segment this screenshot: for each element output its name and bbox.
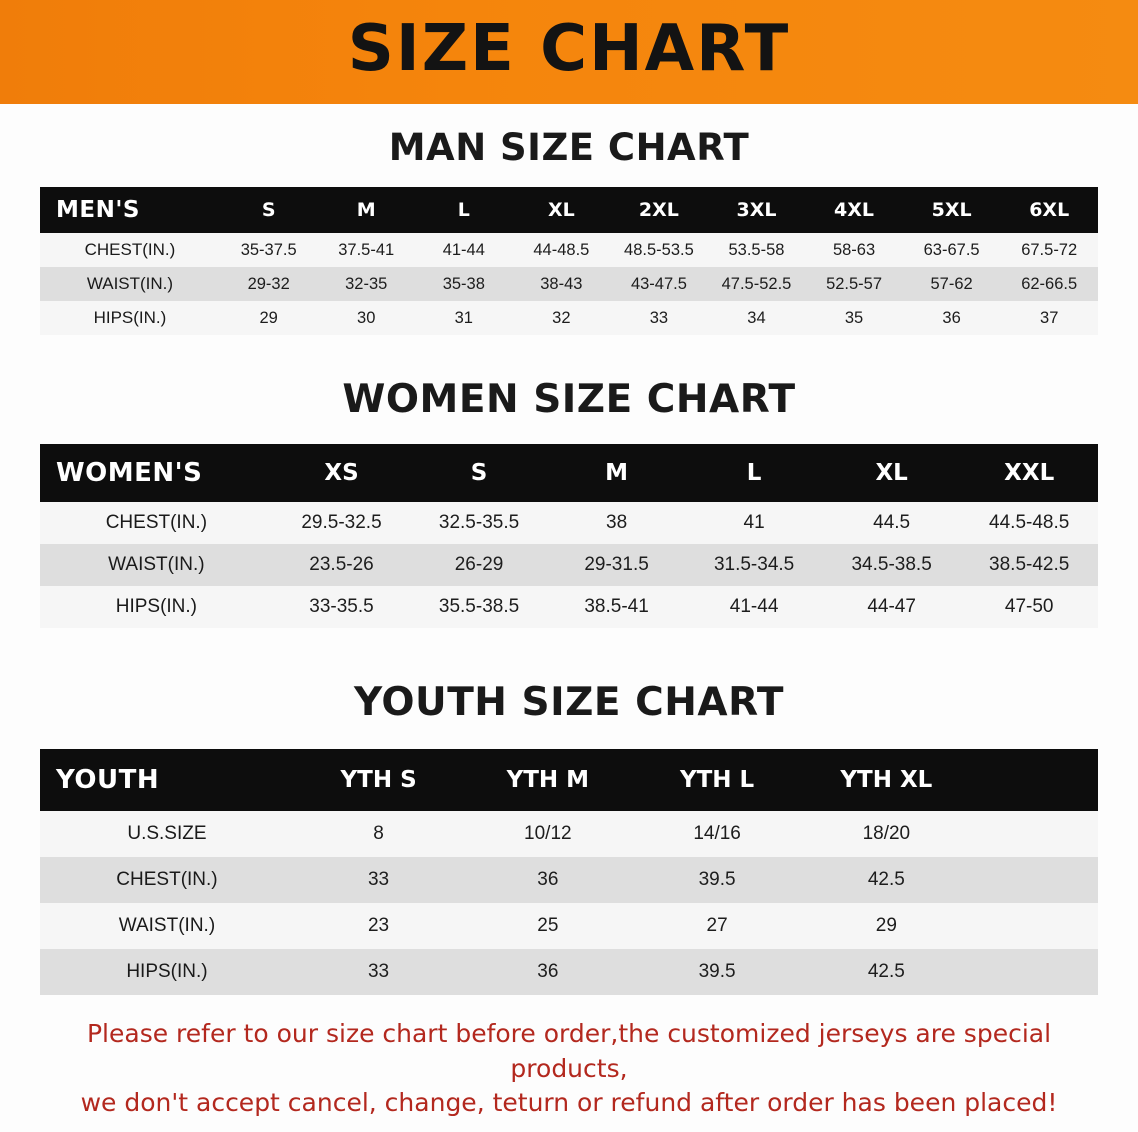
men-row-2-label: HIPS(IN.) <box>40 301 220 335</box>
men-r2c8: 37 <box>1000 301 1098 335</box>
women-r0c5: 44.5-48.5 <box>960 502 1098 544</box>
women-r2c0: 33-35.5 <box>273 586 411 628</box>
youth-col-spacer <box>971 749 1098 811</box>
women-row-0-label: CHEST(IN.) <box>40 502 273 544</box>
women-r0c1: 32.5-35.5 <box>410 502 548 544</box>
youth-table-wrap <box>0 749 1138 995</box>
disclaimer-line-1: Please refer to our size chart before order,the customized jerseys are special products, <box>86 1019 1052 1083</box>
men-col-8: 6XL <box>1000 187 1098 233</box>
youth-col-1: YTH M <box>463 749 632 811</box>
youth-size-table <box>40 749 1098 995</box>
women-r1c4: 34.5-38.5 <box>823 544 961 586</box>
men-r0c1: 37.5-41 <box>317 233 415 267</box>
men-r2c4: 33 <box>610 301 708 335</box>
women-col-3: L <box>685 444 823 502</box>
youth-r2c-spacer <box>971 903 1098 949</box>
youth-r1c3: 42.5 <box>802 857 971 903</box>
men-r2c1: 30 <box>317 301 415 335</box>
youth-r1c0: 33 <box>294 857 463 903</box>
youth-r0c0: 8 <box>294 811 463 857</box>
men-r1c0: 29-32 <box>220 267 318 301</box>
men-col-2: L <box>415 187 513 233</box>
men-col-3: XL <box>513 187 611 233</box>
youth-r3c2: 39.5 <box>632 949 801 995</box>
table-row <box>40 502 1098 544</box>
table-header-row <box>40 444 1098 502</box>
men-r2c5: 34 <box>708 301 806 335</box>
men-r0c8: 67.5-72 <box>1000 233 1098 267</box>
men-r2c3: 32 <box>513 301 611 335</box>
header-banner <box>0 0 1138 104</box>
women-col-4: XL <box>823 444 961 502</box>
men-r0c3: 44-48.5 <box>513 233 611 267</box>
women-r2c2: 38.5-41 <box>548 586 686 628</box>
men-col-7: 5XL <box>903 187 1001 233</box>
women-col-1: S <box>410 444 548 502</box>
men-r1c2: 35-38 <box>415 267 513 301</box>
youth-col-0: YTH S <box>294 749 463 811</box>
youth-r2c3: 29 <box>802 903 971 949</box>
youth-r3c0: 33 <box>294 949 463 995</box>
women-col-5: XXL <box>960 444 1098 502</box>
youth-r3c3: 42.5 <box>802 949 971 995</box>
table-row <box>40 233 1098 267</box>
men-row-1-label: WAIST(IN.) <box>40 267 220 301</box>
youth-r1c-spacer <box>971 857 1098 903</box>
page-title: SIZE CHART <box>347 12 791 86</box>
men-header-label: MEN'S <box>40 187 220 233</box>
youth-header-label: YOUTH <box>40 749 294 811</box>
men-col-5: 3XL <box>708 187 806 233</box>
women-r2c3: 41-44 <box>685 586 823 628</box>
youth-r0c1: 10/12 <box>463 811 632 857</box>
youth-col-2: YTH L <box>632 749 801 811</box>
women-r1c2: 29-31.5 <box>548 544 686 586</box>
women-table-wrap <box>0 444 1138 628</box>
man-size-table <box>40 187 1098 335</box>
women-r0c4: 44.5 <box>823 502 961 544</box>
youth-r2c2: 27 <box>632 903 801 949</box>
youth-r0c-spacer <box>971 811 1098 857</box>
youth-r1c1: 36 <box>463 857 632 903</box>
women-col-0: XS <box>273 444 411 502</box>
table-row <box>40 267 1098 301</box>
table-row <box>40 586 1098 628</box>
men-r1c3: 38-43 <box>513 267 611 301</box>
women-header-label: WOMEN'S <box>40 444 273 502</box>
men-col-6: 4XL <box>805 187 903 233</box>
youth-row-3-label: HIPS(IN.) <box>40 949 294 995</box>
youth-r0c2: 14/16 <box>632 811 801 857</box>
women-r2c5: 47-50 <box>960 586 1098 628</box>
men-r0c4: 48.5-53.5 <box>610 233 708 267</box>
men-r0c6: 58-63 <box>805 233 903 267</box>
men-r1c7: 57-62 <box>903 267 1001 301</box>
women-r0c3: 41 <box>685 502 823 544</box>
men-row-0-label: CHEST(IN.) <box>40 233 220 267</box>
men-r0c2: 41-44 <box>415 233 513 267</box>
men-r0c0: 35-37.5 <box>220 233 318 267</box>
men-r0c7: 63-67.5 <box>903 233 1001 267</box>
youth-r3c1: 36 <box>463 949 632 995</box>
men-r2c0: 29 <box>220 301 318 335</box>
men-r1c6: 52.5-57 <box>805 267 903 301</box>
women-r1c3: 31.5-34.5 <box>685 544 823 586</box>
men-r1c4: 43-47.5 <box>610 267 708 301</box>
women-r0c0: 29.5-32.5 <box>273 502 411 544</box>
youth-r0c3: 18/20 <box>802 811 971 857</box>
women-size-table <box>40 444 1098 628</box>
table-header-row <box>40 749 1098 811</box>
youth-row-2-label: WAIST(IN.) <box>40 903 294 949</box>
women-r1c5: 38.5-42.5 <box>960 544 1098 586</box>
men-r1c8: 62-66.5 <box>1000 267 1098 301</box>
man-section-title: MAN SIZE CHART <box>388 126 750 169</box>
youth-row-0-label: U.S.SIZE <box>40 811 294 857</box>
men-col-4: 2XL <box>610 187 708 233</box>
table-header-row <box>40 187 1098 233</box>
table-row <box>40 949 1098 995</box>
disclaimer-note <box>34 1017 1104 1121</box>
women-section-title: WOMEN SIZE CHART <box>342 377 796 422</box>
table-row <box>40 544 1098 586</box>
women-row-2-label: HIPS(IN.) <box>40 586 273 628</box>
man-table-wrap <box>0 187 1138 335</box>
men-col-0: S <box>220 187 318 233</box>
youth-row-1-label: CHEST(IN.) <box>40 857 294 903</box>
women-r2c4: 44-47 <box>823 586 961 628</box>
disclaimer-line-2: we don't accept cancel, change, teturn or refund after order has been placed! <box>80 1088 1058 1117</box>
youth-r1c2: 39.5 <box>632 857 801 903</box>
youth-section-title: YOUTH SIZE CHART <box>354 680 784 725</box>
table-row <box>40 811 1098 857</box>
table-row <box>40 301 1098 335</box>
table-row <box>40 857 1098 903</box>
men-r0c5: 53.5-58 <box>708 233 806 267</box>
men-col-1: M <box>317 187 415 233</box>
men-r1c5: 47.5-52.5 <box>708 267 806 301</box>
table-row <box>40 903 1098 949</box>
women-row-1-label: WAIST(IN.) <box>40 544 273 586</box>
women-r0c2: 38 <box>548 502 686 544</box>
youth-r2c0: 23 <box>294 903 463 949</box>
men-r2c7: 36 <box>903 301 1001 335</box>
men-r2c6: 35 <box>805 301 903 335</box>
women-r2c1: 35.5-38.5 <box>410 586 548 628</box>
women-r1c1: 26-29 <box>410 544 548 586</box>
youth-r3c-spacer <box>971 949 1098 995</box>
men-r1c1: 32-35 <box>317 267 415 301</box>
youth-col-3: YTH XL <box>802 749 971 811</box>
youth-r2c1: 25 <box>463 903 632 949</box>
women-r1c0: 23.5-26 <box>273 544 411 586</box>
women-col-2: M <box>548 444 686 502</box>
men-r2c2: 31 <box>415 301 513 335</box>
